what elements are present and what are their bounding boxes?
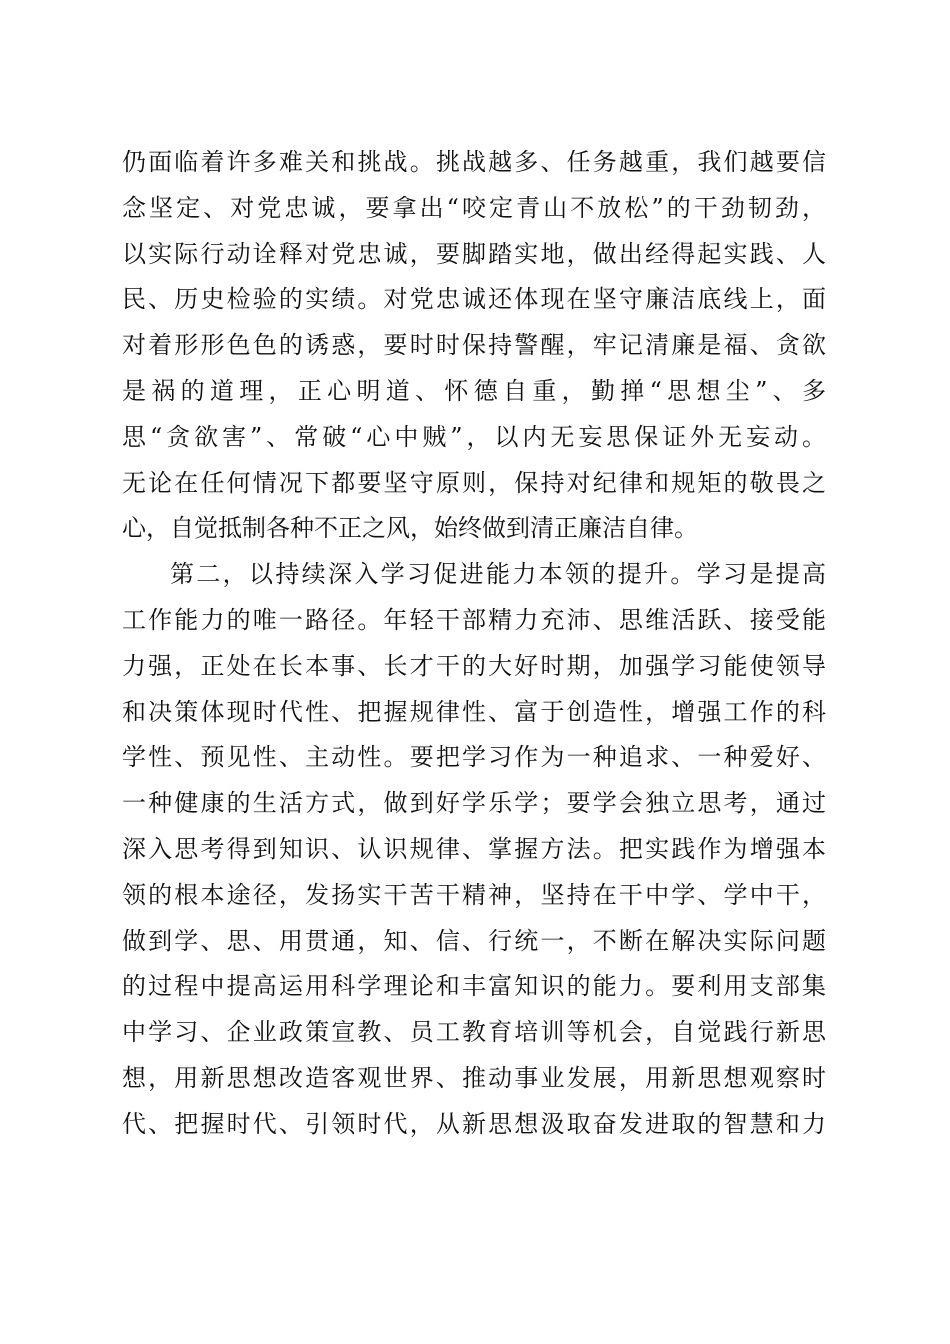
text-line: 对着形形色色的诱惑，要时时保持警醒，牢记清廉是福、贪欲 bbox=[122, 331, 826, 360]
text-line: 中学习、企业政策宣教、员工教育培训等机会，自觉践行新思 bbox=[122, 1018, 826, 1047]
text-line: 代、把握时代、引领时代，从新思想汲取奋发进取的智慧和力 bbox=[122, 1109, 826, 1138]
text-line: 工作能力的唯一路径。年轻干部精力充沛、思维活跃、接受能 bbox=[122, 605, 826, 634]
text-line: 和决策体现时代性、把握规律性、富于创造性，增强工作的科 bbox=[122, 697, 826, 726]
text-line: 无论在任何情况下都要坚守原则，保持对纪律和规矩的敬畏之 bbox=[122, 468, 826, 497]
text-line: 仍面临着许多难关和挑战。挑战越多、任务越重，我们越要信 bbox=[122, 148, 826, 176]
document-body bbox=[122, 140, 826, 1148]
text-line: 思“贪欲害”、常破“心中贼”，以内无妄思保证外无妄动。 bbox=[122, 422, 826, 451]
text-line: 念坚定、对党忠诚，要拿出“咬定青山不放松”的干劲韧劲， bbox=[122, 193, 826, 222]
text-line: 学性、预见性、主动性。要把学习作为一种追求、一种爱好、 bbox=[122, 743, 826, 772]
text-line: 做到学、思、用贯通，知、信、行统一，不断在解决实际问题 bbox=[122, 926, 826, 955]
paragraph-heading-line: 第二，以持续深入学习促进能力本领的提升。学习是提高 bbox=[170, 560, 826, 589]
text-line: 的过程中提高运用科学理论和丰富知识的能力。要利用支部集 bbox=[122, 972, 826, 1001]
text-line: 以实际行动诠释对党忠诚，要脚踏实地，做出经得起实践、人 bbox=[122, 239, 826, 268]
text-line: 是祸的道理，正心明道、怀德自重，勤掸“思想尘”、多 bbox=[122, 376, 826, 405]
text-line: 力强，正处在长本事、长才干的大好时期，加强学习能使领导 bbox=[122, 651, 826, 680]
text-line: 一种健康的生活方式，做到好学乐学；要学会独立思考，通过 bbox=[122, 789, 826, 818]
text-line: 深入思考得到知识、认识规律、掌握方法。把实践作为增强本 bbox=[122, 834, 826, 863]
text-line: 想，用新思想改造客观世界、推动事业发展，用新思想观察时 bbox=[122, 1063, 826, 1092]
text-line: 领的根本途径，发扬实干苦干精神，坚持在干中学、学中干， bbox=[122, 880, 826, 909]
text-line: 民、历史检验的实绩。对党忠诚还体现在坚守廉洁底线上，面 bbox=[122, 285, 826, 314]
text-line: 心，自觉抵制各种不正之风，始终做到清正廉洁自律。 bbox=[122, 514, 698, 543]
